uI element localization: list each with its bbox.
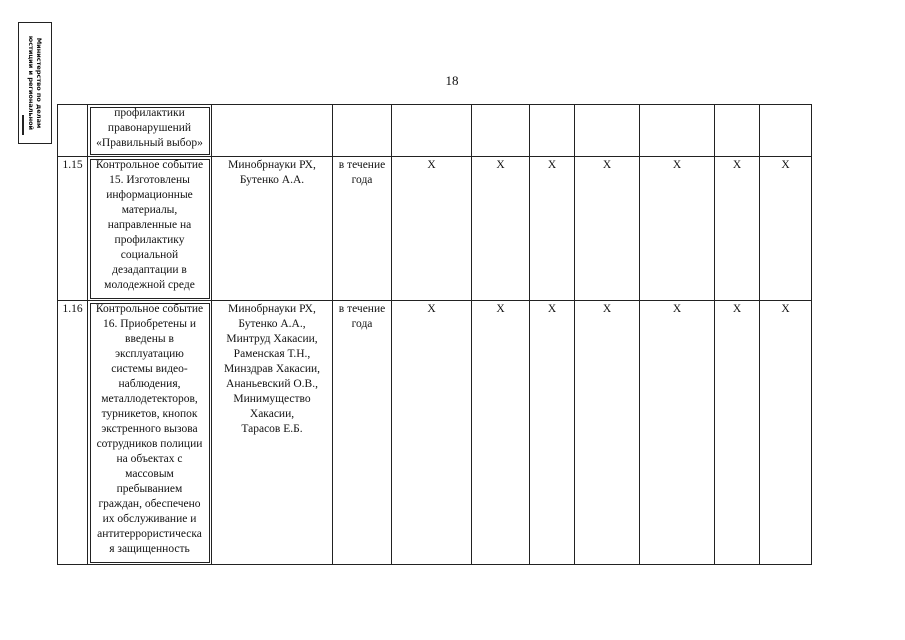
period-mark	[760, 301, 812, 565]
responsible-executors	[212, 157, 333, 301]
event-description-line: на объектах с	[116, 453, 183, 465]
period-mark	[760, 157, 812, 301]
period-mark	[715, 105, 760, 157]
period-mark	[530, 301, 575, 565]
responsible-executors-line: Раменская Т.Н.,	[233, 348, 311, 360]
event-description-line: я защищенность	[109, 543, 190, 555]
event-description-line: материалы,	[121, 204, 178, 216]
responsible-executors-line: Бутенко А.А.	[239, 174, 305, 186]
period-mark	[472, 105, 530, 157]
period-mark	[392, 105, 472, 157]
period-mark-line: X	[547, 159, 557, 171]
row-number	[58, 301, 88, 565]
implementation-term	[333, 105, 392, 157]
implementation-term	[333, 301, 392, 565]
event-description-line: Контрольное событие	[95, 159, 204, 171]
period-mark	[575, 105, 640, 157]
responsible-executors	[212, 301, 333, 565]
event-description-line: молодежной среде	[104, 279, 195, 291]
event-description-line: эксплуатацию	[115, 348, 184, 360]
period-mark-line: X	[732, 303, 742, 315]
period-mark	[575, 157, 640, 301]
period-mark	[472, 301, 530, 565]
period-mark-line: X	[781, 159, 790, 171]
period-mark	[715, 301, 760, 565]
stamp-line: юстиции и региональной	[27, 35, 35, 131]
period-mark-line: X	[672, 159, 682, 171]
period-mark-line: X	[427, 303, 436, 315]
event-description	[88, 105, 212, 157]
event-description-line: 16. Приобретены и	[103, 318, 196, 330]
responsible-executors-line: Минобрнауки РХ,	[228, 159, 316, 171]
implementation-term-line: года	[351, 174, 373, 186]
event-description-line: сотрудников полиции	[96, 438, 203, 450]
responsible-executors-line: Бутенко А.А.,	[238, 318, 306, 330]
event-description-line: дезадаптации в	[112, 264, 187, 276]
table-row	[58, 105, 812, 157]
period-mark	[640, 157, 715, 301]
event-description-line: информационные	[106, 189, 193, 201]
period-mark	[392, 157, 472, 301]
event-description-line: социальной	[120, 249, 179, 261]
table-row	[58, 157, 812, 301]
event-description-line: профилактики	[114, 107, 185, 119]
period-mark	[760, 105, 812, 157]
event-description-line: введены в	[125, 333, 174, 345]
period-mark-line: X	[781, 303, 790, 315]
period-mark-line: X	[547, 303, 557, 315]
event-description-line: их обслуживание и	[102, 513, 197, 525]
period-mark-line: X	[672, 303, 682, 315]
registration-stamp	[18, 22, 52, 144]
implementation-term-line: года	[351, 318, 373, 330]
period-mark	[575, 301, 640, 565]
event-description-line: направленные на	[107, 219, 192, 231]
responsible-executors-line: Минимущество	[233, 393, 311, 405]
period-mark	[472, 157, 530, 301]
responsible-executors-line: Тарасов Е.Б.	[241, 423, 303, 435]
responsible-executors-line: Минтруд Хакасии,	[226, 333, 318, 345]
event-description	[88, 157, 212, 301]
row-number	[58, 157, 88, 301]
event-description-line: «Правильный выбор»	[96, 137, 203, 149]
page-number: 18	[445, 73, 459, 88]
event-description-line: профилактику	[114, 234, 185, 246]
event-description-line: массовым	[125, 468, 174, 480]
period-mark	[530, 105, 575, 157]
row-number	[58, 105, 88, 157]
event-description	[88, 301, 212, 565]
event-description-line: антитеррористическа	[97, 528, 202, 540]
responsible-executors-line: Хакасии,	[249, 408, 295, 420]
responsible-executors-line: Ананьевский О.В.,	[226, 378, 318, 390]
row-number-line: 1.15	[62, 159, 83, 171]
row-number-line: 1.16	[62, 303, 83, 315]
period-mark	[640, 301, 715, 565]
period-mark-line: X	[427, 159, 436, 171]
event-description-line: системы видео-	[111, 363, 188, 375]
stamp-mark	[22, 115, 32, 135]
period-mark-line: X	[602, 159, 612, 171]
period-mark	[715, 157, 760, 301]
responsible-executors-line: Минздрав Хакасии,	[223, 363, 321, 375]
implementation-term-line: в течение	[338, 303, 386, 315]
event-description-line: наблюдения,	[118, 378, 181, 390]
event-description-line: экстренного вызова	[101, 423, 198, 435]
event-description-line: Контрольное событие	[95, 303, 204, 315]
event-description-line: правонарушений	[107, 122, 192, 134]
event-description-line: турникетов, кнопок	[101, 408, 198, 420]
period-mark-line: X	[732, 159, 742, 171]
event-description-line: пребыванием	[116, 483, 183, 495]
implementation-term-line: в течение	[338, 159, 386, 171]
period-mark	[640, 105, 715, 157]
period-mark-line: X	[602, 303, 612, 315]
event-description-line: металлодетекторов,	[101, 393, 198, 405]
table-row	[58, 301, 812, 565]
event-description-line: граждан, обеспечено	[98, 498, 201, 510]
period-mark-line: X	[496, 303, 505, 315]
period-mark	[392, 301, 472, 565]
period-mark-line: X	[496, 159, 505, 171]
responsible-executors	[212, 105, 333, 157]
event-description-line: 15. Изготовлены	[109, 174, 190, 186]
stamp-line: Министерство по делам	[35, 37, 43, 129]
responsible-executors-line: Минобрнауки РХ,	[228, 303, 316, 315]
period-mark	[530, 157, 575, 301]
measures-table	[57, 104, 812, 565]
implementation-term	[333, 157, 392, 301]
